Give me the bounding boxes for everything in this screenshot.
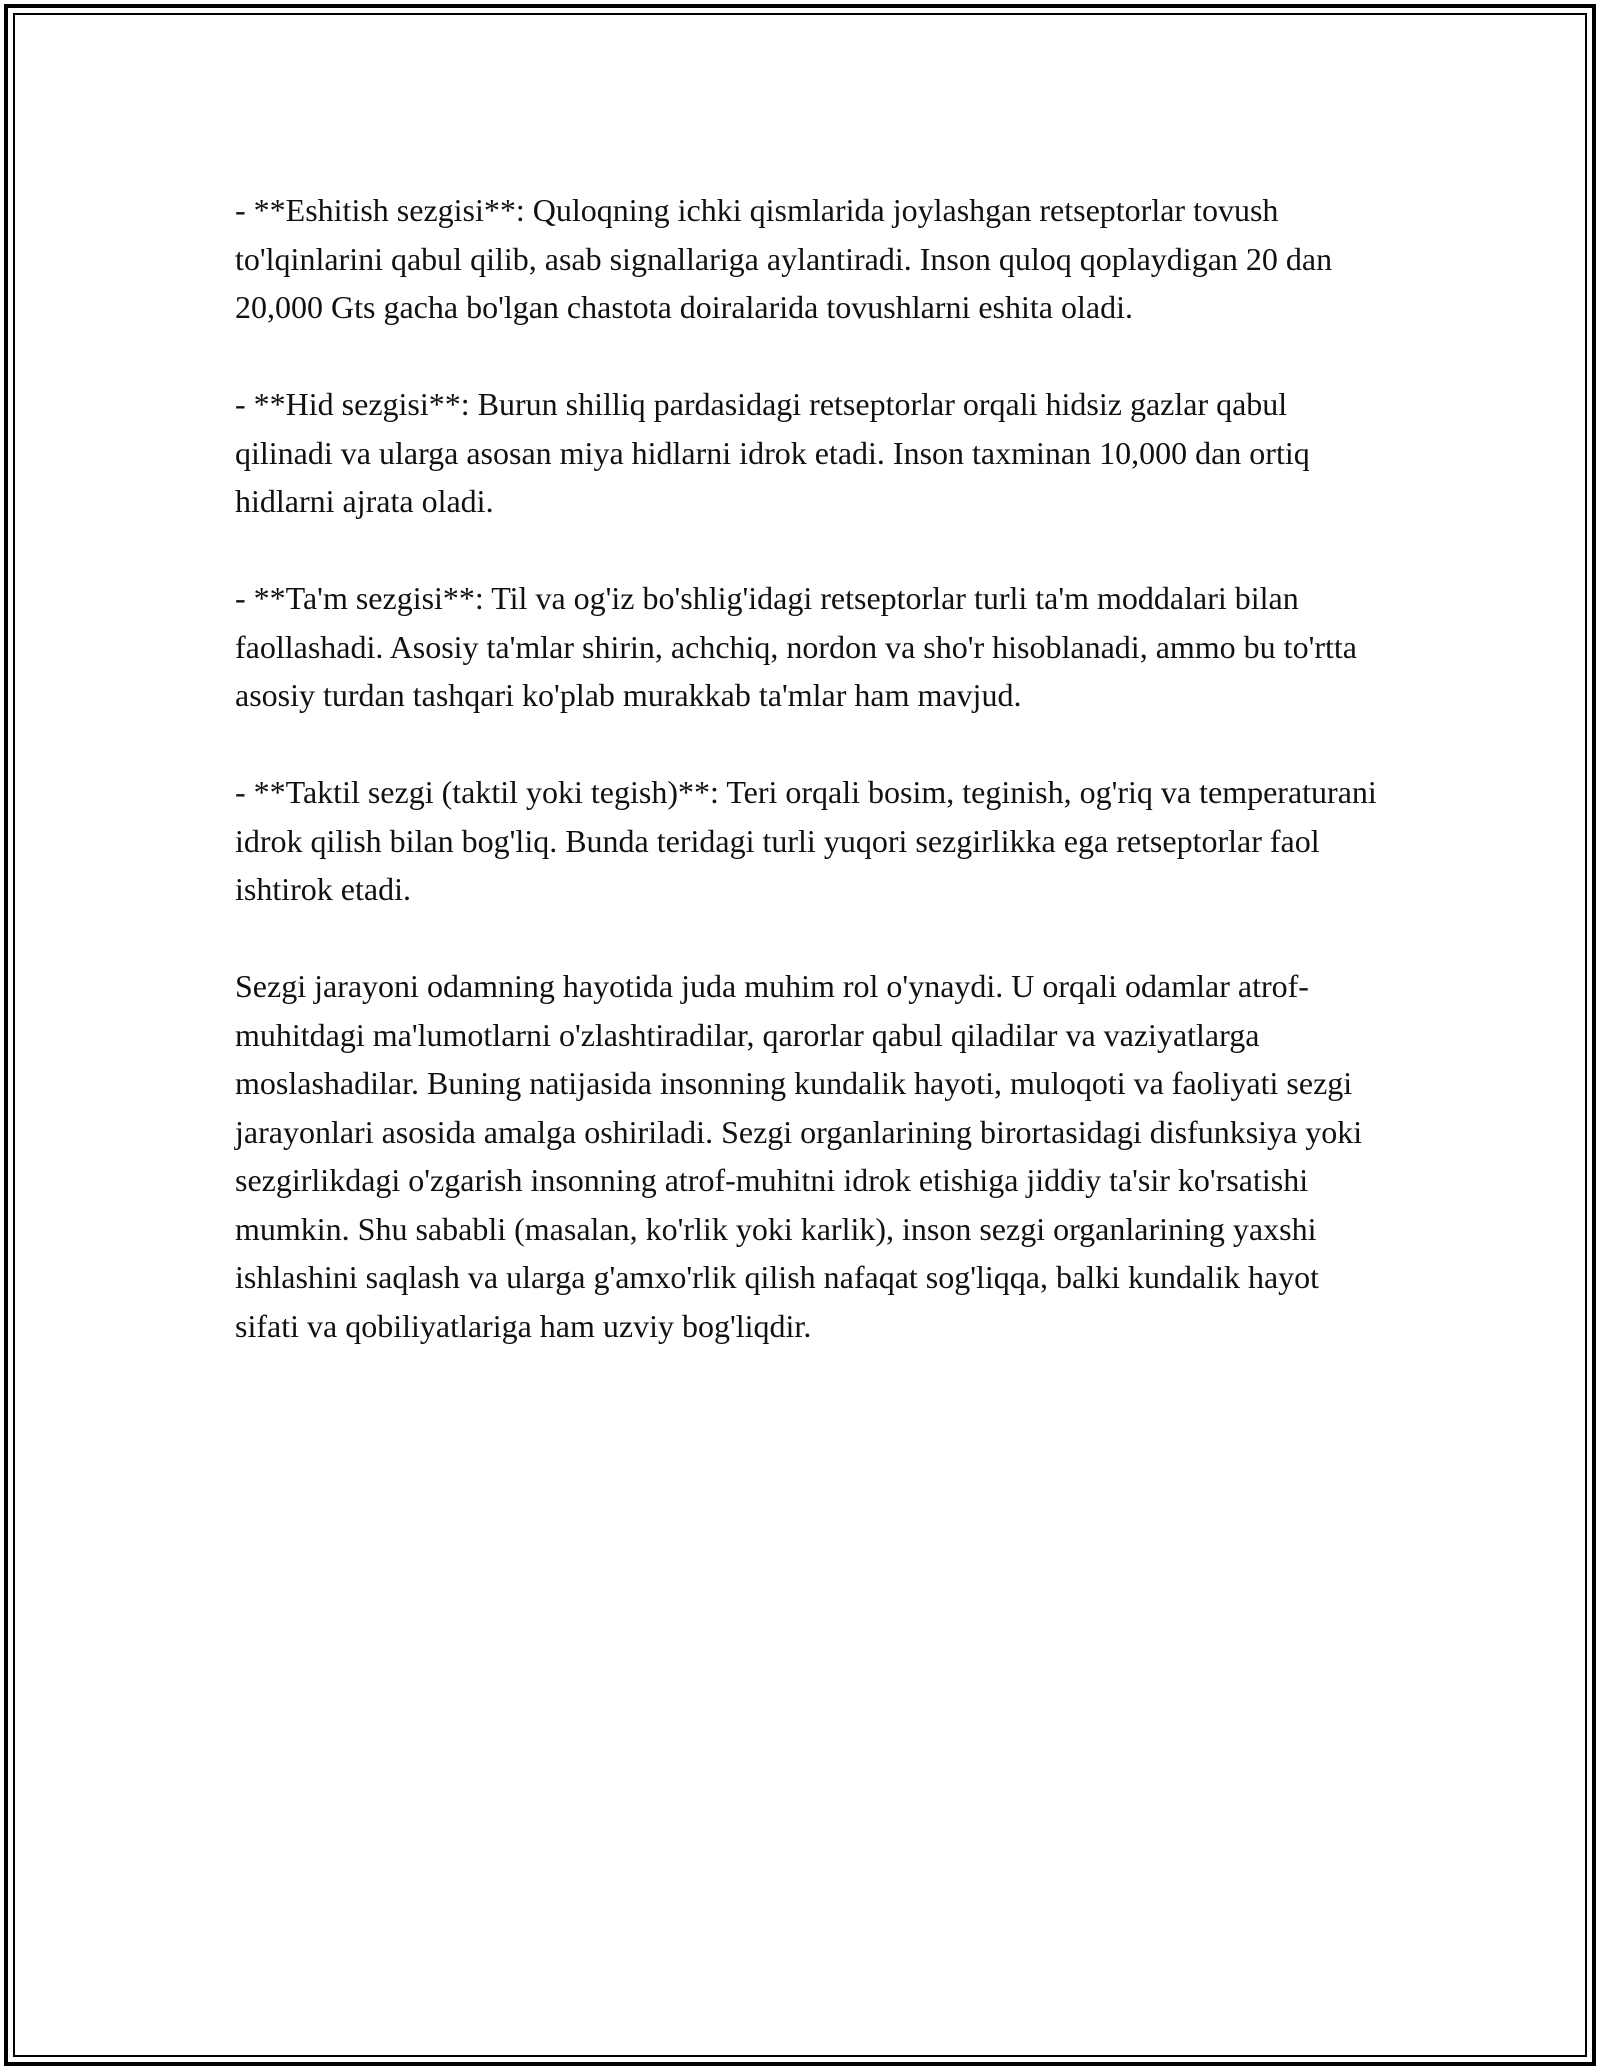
paragraph-hearing: - **Eshitish sezgisi**: Quloqning ichki qismlarida joylashgan retseptorlar tovush to'lqinlarini qabul qilib, asab signallariga aylantiradi. Inson quloq qoplaydigan 20 dan 20,000 Gts gacha bo'lgan chastota doiralarida tovushlarni eshita oladi. xyxy=(235,192,1333,325)
paragraph-taste: - **Ta'm sezgisi**: Til va og'iz bo'shlig'idagi retseptorlar turli ta'm moddalari bilan faollashadi. Asosiy ta'mlar shirin, achchiq, nordon va sho'r hisoblanadi, ammo bu to'rtta asosiy turdan tashqari ko'plab murakkab ta'mlar ham mavjud. xyxy=(235,580,1357,713)
paragraph-touch: - **Taktil sezgi (taktil yoki tegish)**: Teri orqali bosim, teginish, og'riq va temperaturani idrok qilish bilan bog'liq. Bunda teridagi turli yuqori sezgirlikka ega retseptorlar faol ishtirok etadi. xyxy=(235,774,1377,907)
paragraph-conclusion: Sezgi jarayoni odamning hayotida juda muhim rol o'ynaydi. U orqali odamlar atrof-muhitdagi ma'lumotlarni o'zlashtiradilar, qarorlar qabul qiladilar va vaziyatlarga moslashadilar. Buning natijasida insonning kundalik hayoti, muloqoti va faoliyati sezgi jarayonlari asosida amalga oshiriladi. Sezgi organlarining birortasidagi disfunksiya yoki sezgirlikdagi o'zgarish insonning atrof-muhitni idrok etishiga jiddiy ta'sir ko'rsatishi mumkin. Shu sababli (masalan, ko'rlik yoki karlik), inson sezgi organlarining yaxshi ishlashini saqlash va ularga g'amxo'rlik qilish nafaqat sog'liqqa, balki kundalik hayot sifati va qobiliyatlariga ham uzviy bog'liqdir. xyxy=(235,968,1363,1344)
document-body xyxy=(235,186,1385,1399)
paragraph-smell: - **Hid sezgisi**: Burun shilliq pardasidagi retseptorlar orqali hidsiz gazlar qabul qilinadi va ularga asosan miya hidlarni idrok etadi. Inson taxminan 10,000 dan ortiq hidlarni ajrata oladi. xyxy=(235,386,1310,519)
